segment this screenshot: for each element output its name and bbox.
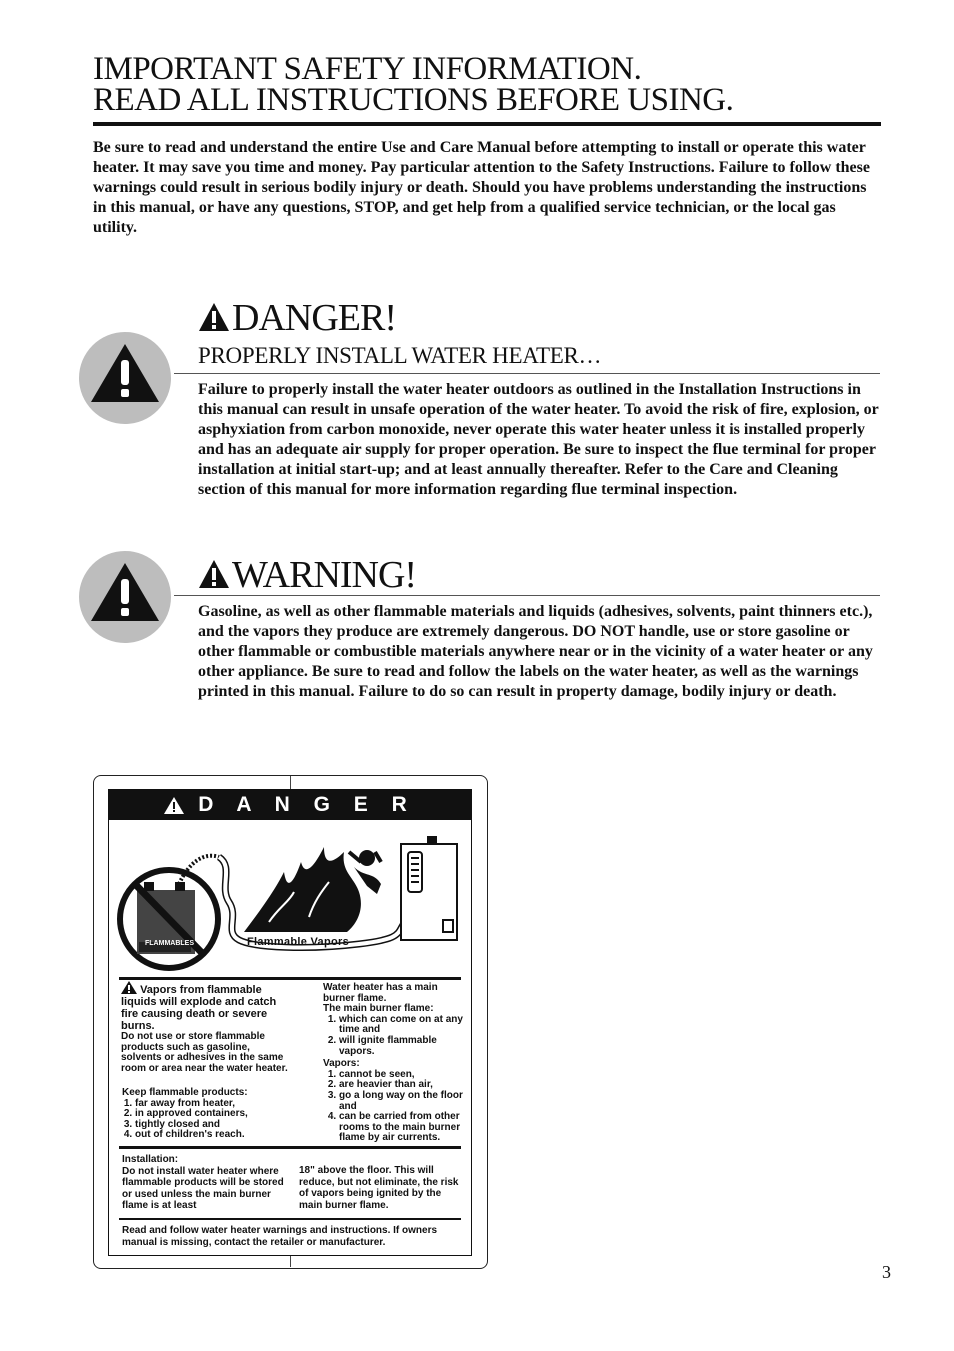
label-install-right: 18" above the floor. This will reduce, but not eliminate, the risk of vapors being ignited by the main burner flame. (299, 1165, 459, 1211)
label-vapors-heading: Vapors: (323, 1058, 360, 1070)
list-item: 2. will ignite flammable vapors. (339, 1036, 465, 1057)
warning-triangle-icon (164, 797, 184, 814)
danger-label (108, 789, 472, 1256)
flammables-tag: FLAMMABLES (145, 940, 194, 947)
list-item: 1. which can come on at any time and (339, 1015, 465, 1036)
warning-circle-icon (79, 551, 171, 643)
danger-heading (198, 298, 396, 338)
label-install-heading: Installation: (122, 1154, 179, 1165)
label-illustration (109, 822, 471, 982)
page-title (93, 51, 881, 126)
warning-heading-text: WARNING! (232, 554, 417, 596)
danger-heading-text: DANGER! (232, 297, 396, 339)
label-flame-heading: The main burner flame: (323, 1003, 434, 1015)
danger-paragraph: Failure to properly install the water heater outdoors as outlined in the Installation Instructions in this manual can result in unsafe operation of the water heater. To avoid the risk of fire, explosion, or asphyxiation from carbon monoxide, never operate this water heater unless it is installed properly and has an adequate air supply for proper operation. Be sure to inspect the flue terminal for proper installation at initial start-up; and at least annually thereafter. Refer to the Care and Cleaning section of this manual for more information regarding flue terminal inspection. (198, 381, 879, 498)
water-heater-icon (401, 836, 457, 940)
label-footer: Read and follow water heater warnings and instructions. If owners manual is missing, contact the retailer or manufacturer. (122, 1225, 438, 1248)
label-left-heading (121, 981, 291, 1032)
warning-heading (198, 555, 416, 595)
label-divider (119, 977, 461, 980)
label-install-left (122, 1154, 294, 1212)
title-line-2: READ ALL INSTRUCTIONS BEFORE USING. (93, 82, 734, 118)
intro-paragraph: Be sure to read and understand the entire Use and Care Manual before attempting to install or operate this water heater. It may save you time and money. Pay particular attention to the Safety Instructions. Failure to follow these warnings could result in serious bodily injury or death. Should you have problems understanding the instructions in this manual, or have any questions, STOP, and get help from a qualified service technician, or the local gas utility. (93, 139, 870, 236)
vapors-caption: Flammable Vapors (247, 936, 350, 948)
no-flammables-icon (120, 870, 218, 968)
label-divider (119, 1218, 461, 1220)
warning-paragraph: Gasoline, as well as other flammable materials and liquids (adhesives, solvents, paint thinners etc.), and the vapors they produce are extremely dangerous. DO NOT handle, use or store gasoline or other flammable or combustible materials anywhere near or in the vicinity of a water heater or any other appliance. Be sure to read and follow the labels on the water heater, as well as the warnings printed in this manual. Failure to do so can result in property damage, bodily injury or death. (198, 603, 873, 700)
label-banner-text: D A N G E R (198, 793, 416, 816)
list-item: 1. far away from heater, (135, 1099, 293, 1110)
label-install-text: Do not install water heater where flammable products will be stored or used unless the main burner flame is at least (122, 1165, 284, 1212)
list-item: 4. can be carried from other rooms to the main burner flame by air currents. (339, 1112, 465, 1144)
fire-icon (244, 847, 361, 932)
warning-circle-icon (79, 332, 171, 424)
label-divider (119, 1146, 461, 1149)
label-right-intro: Water heater has a main burner flame. (323, 982, 438, 1004)
label-left-text: Do not use or store flammable products such as gasoline, solvents or adhesives in the same room or area near the water heater. (121, 1031, 288, 1074)
label-banner (109, 790, 471, 820)
label-fold-line (290, 776, 291, 790)
list-item: 1. cannot be seen, (339, 1070, 465, 1081)
warning-divider (174, 595, 880, 596)
danger-divider (174, 373, 880, 374)
list-item: 3. tightly closed and (135, 1120, 293, 1131)
list-item: 3. go a long way on the floor and (339, 1091, 465, 1112)
label-keep-section (121, 1088, 293, 1141)
list-item: 2. in approved containers, (135, 1109, 293, 1120)
warning-triangle-icon (121, 981, 137, 994)
list-item: 2. are heavier than air, (339, 1080, 465, 1091)
warning-triangle-icon (198, 559, 230, 589)
danger-subheading: PROPERLY INSTALL WATER HEATER… (198, 343, 602, 368)
list-item: 4. out of children's reach. (135, 1130, 293, 1141)
label-left-heading-text: Vapors from flammable liquids will explode and catch fire causing death or severe burns. (121, 984, 277, 1032)
warning-triangle-icon (198, 302, 230, 332)
title-line-1: IMPORTANT SAFETY INFORMATION. (93, 51, 642, 87)
page-number: 3 (882, 1262, 891, 1282)
label-right-column (323, 983, 465, 1144)
label-keep-heading: Keep flammable products: (122, 1087, 248, 1098)
